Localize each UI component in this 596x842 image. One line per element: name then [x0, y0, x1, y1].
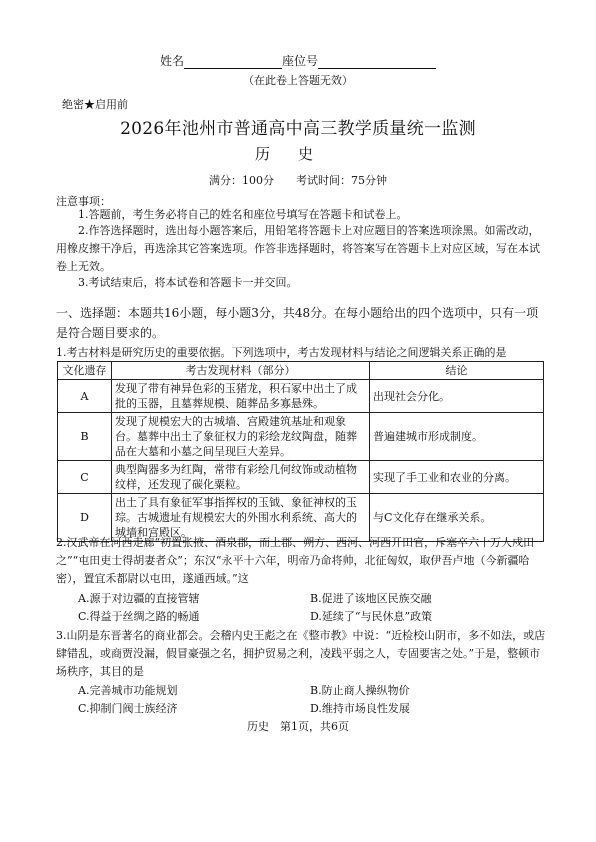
table-row	[58, 461, 544, 494]
full-score: 满分：100分	[209, 174, 274, 187]
notice-heading: 注意事项：	[56, 195, 111, 208]
score-time-line	[0, 172, 596, 188]
question-2-option-a: A.源于对边疆的直接管辖	[78, 592, 200, 605]
table-header-cell: 结论	[370, 362, 544, 380]
exam-time: 考试时间：75分钟	[296, 174, 387, 187]
notice-item: 3.考试结束后，将本试卷和答题卡一并交回。	[78, 276, 298, 289]
question-2-option-c: C.得益于丝绸之路的畅通	[78, 610, 200, 623]
table-cell-conclusion: 普遍建城市形成制度。	[370, 413, 544, 461]
question-2-option-b: B.促进了该地区民族交融	[310, 592, 432, 605]
table-cell-site: A	[58, 380, 112, 413]
question-3-option-a: A.完善城市功能规划	[78, 684, 178, 697]
table-cell-conclusion: 出现社会分化。	[370, 380, 544, 413]
archaeology-table	[57, 361, 544, 542]
question-1-stem: 1.考古材料是研究历史的重要依据。下列选项中，考古发现材料与结论之间逻辑关系正确的是	[56, 346, 507, 359]
name-seat-line	[160, 52, 436, 69]
invalid-note: （在此卷上答题无效）	[243, 74, 353, 87]
subject-title: 历史	[254, 145, 341, 163]
table-header-cell: 文化遗存	[58, 362, 112, 380]
secret-label: 绝密★启用前	[62, 98, 128, 111]
table-header-row	[58, 362, 544, 380]
table-cell-site: C	[58, 461, 112, 494]
table-cell-site: B	[58, 413, 112, 461]
table-row	[58, 380, 544, 413]
name-label: 姓名	[160, 54, 185, 68]
table-cell-material: 典型陶器多为红陶，常带有彩绘几何纹饰或动植物纹样，还发现了碳化粟粒。	[112, 461, 370, 494]
table-cell-conclusion: 实现了手工业和农业的分离。	[370, 461, 544, 494]
question-2-stem: 2.汉武帝在河西走廊“初置张掖、酒泉郡，而上郡、朔方、西河、河西开田官，斥塞卒六十万人戍田之”“屯田吏士得胡妻者众”；东汉“永平十六年，明帝乃命将帅，北征匈奴，取伊吾卢地（今新疆哈密），置宜禾都尉以屯田，遂通西域。”这	[56, 536, 535, 585]
question-3-option-d: D.维持市场良性发展	[310, 702, 410, 715]
question-2-option-d: D.延续了“与民休息”政策	[310, 610, 433, 623]
seat-label: 座位号	[282, 54, 319, 68]
table-cell-material: 发现了规模宏大的古城墙、宫殿建筑基址和观象台。墓葬中出土了象征权力的彩绘龙纹陶盘，随葬品在大墓和小墓之间呈现巨大差异。	[112, 413, 370, 461]
question-3-option-b: B.防止商人操纵物价	[310, 684, 410, 697]
table-cell-site: D	[58, 494, 112, 542]
table-header-cell: 考古发现材料（部分）	[112, 362, 370, 380]
name-blank	[184, 56, 282, 69]
notice-item: 1.答题前，考生务必将自己的姓名和座位号填写在答题卡和试卷上。	[78, 208, 408, 221]
section-one-heading: 一、选择题：本题共16小题，每小题3分，共48分。在每小题给出的四个选项中，只有一项是符合题目要求的。	[56, 306, 539, 340]
table-cell-conclusion: 与C文化存在继承关系。	[370, 494, 544, 542]
exam-title: 2026年池州市普通高中高三教学质量统一监测	[120, 119, 476, 139]
table-cell-material: 发现了带有神异色彩的玉猪龙，积石冢中出土了成批的玉器，且墓葬规模、随葬品多寡悬殊。	[112, 380, 370, 413]
table-row	[58, 413, 544, 461]
page-footer: 历史 第1页，共6页	[247, 720, 349, 733]
question-3-stem: 3.山阴是东晋著名的商业都会。会稽内史王彪之在《整市教》中说：“近检校山阴市，多不如法，或店肆错乱，或商贾没漏，假冒豪强之名，拥护贸易之利，凌践平弱之人，专固要害之处。”于是，整顿市场秩序，其目的是	[56, 629, 546, 678]
table-cell-material: 出土了具有象征军事指挥权的玉钺、象征神权的玉琮。古城遗址有规模宏大的外围水利系统、高大的城墙和宫殿区。	[112, 494, 370, 542]
notice-item: 2.作答选择题时，选出每小题答案后，用铅笔将答题卡上对应题目的答案选项涂黑。如需改动，用橡皮擦干净后，再选涂其它答案选项。作答非选择题时，将答案写在答题卡上对应区域，写在本试卷上无效。	[56, 224, 540, 273]
question-3-option-c: C.抑制门阀士族经济	[78, 702, 178, 715]
seat-blank	[318, 56, 436, 69]
